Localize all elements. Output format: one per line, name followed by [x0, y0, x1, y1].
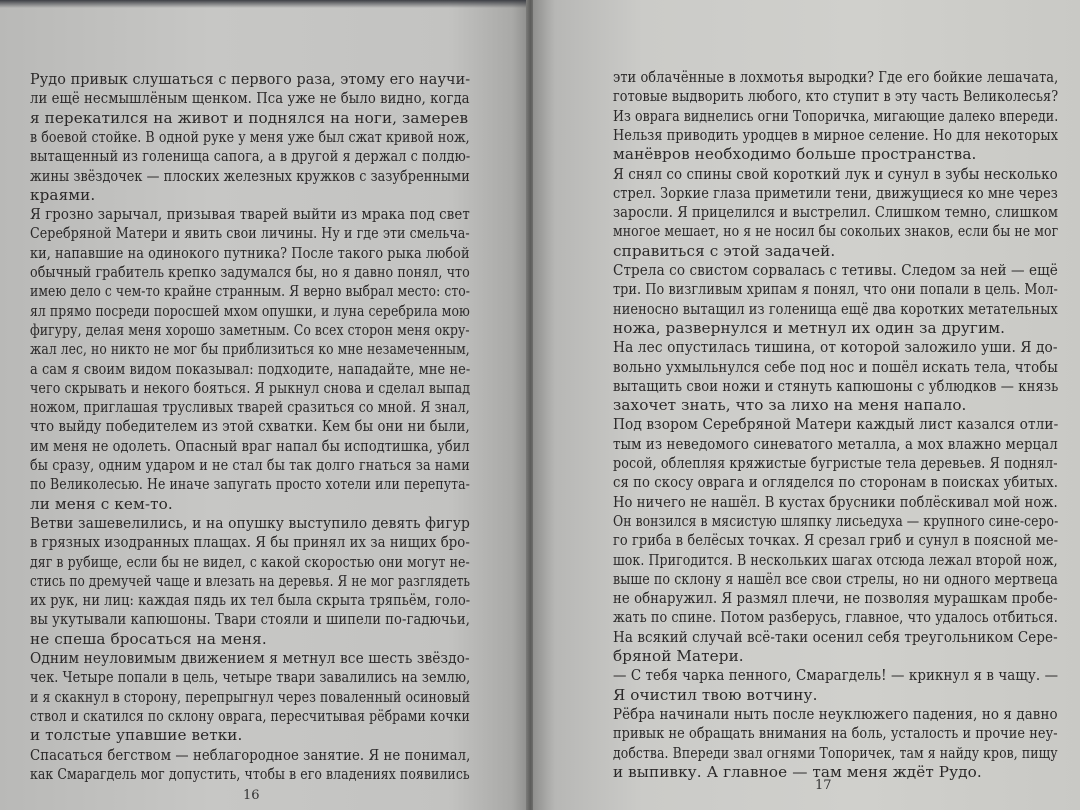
right-page — [533, 0, 1080, 810]
text-line: бряной Матери. — [613, 647, 744, 665]
text-line: заросли. Я прицелился и выстрелил. Слишком темно, слишком — [613, 203, 1059, 222]
text-line: вольно ухмыльнулся себе под нос и пошёл искать тела, чтобы — [613, 357, 1058, 376]
left-page — [0, 0, 528, 810]
text-line: привык не обращать внимания на боль, усталость и прочие неу- — [613, 724, 1058, 743]
text-line: стрел. Зоркие глаза приметили тени, движущиеся ко мне через — [613, 183, 1058, 202]
text-line: как Смарагдель мог допустить, чтобы в его владениях появились — [30, 764, 470, 783]
text-line: не спеша бросаться на меня. — [30, 629, 267, 648]
text-line: манёвров необходимо больше пространства. — [613, 145, 977, 164]
text-line: росой, облепляя кряжистые бугристые тела деревьев. Я поднял- — [613, 454, 1058, 472]
right-page-number: 17 — [815, 778, 832, 793]
text-line: жал лес, но никто не мог бы приблизиться ко мне незамеченным, — [30, 340, 470, 359]
text-line: я перекатился на живот и поднялся на ноги, замерев — [30, 108, 469, 127]
text-line: Нельзя приводить уродцев в мирное селение. Но для некоторых — [613, 125, 1059, 144]
text-line: чего скрывать и некого бояться. Я рыкнул снова и сделал выпад — [30, 378, 471, 397]
text-line: их рук, ни лиц: каждая пядь их тел была скрыта тряпьём, голо- — [30, 591, 471, 610]
text-line: ли ещё несмышлёным щенком. Пса уже не было видно, когда — [30, 89, 470, 108]
text-line: вытащенный из голенища сапога, а в другой я держал с полдю- — [30, 147, 471, 166]
text-line: Я снял со спины свой короткий лук и сунул в зубы несколько — [613, 164, 1058, 183]
text-line: жать по спине. Потом разберусь, главное, что удалось отбиться. — [613, 608, 1058, 627]
text-line: вы укутывали капюшоны. Твари стояли и шипели по-гадючьи, — [30, 610, 470, 629]
text-line: ли меня с кем-то. — [30, 494, 173, 513]
text-line: краями. — [30, 185, 96, 204]
text-line: выше по склону я нашёл все свои стрелы, но ни одного мертвеца — [613, 569, 1058, 588]
text-line: ки, напавшие на одинокого путника? После такого рыка любой — [30, 243, 470, 262]
text-line: На лес опустилась тишина, от которой заложило уши. Я до- — [613, 338, 1058, 357]
text-line: что выйду победителем из этой схватки. Кем бы они ни были, — [30, 417, 470, 436]
text-line: ножа, развернулся и метнул их один за другим. — [613, 318, 1006, 337]
text-line: Из оврага виднелись огни Топоричка, мигающие далеко впереди. — [613, 106, 1059, 125]
text-line: Серебряной Матери и явить свои личины. Ну и где эти смельча- — [30, 224, 470, 243]
text-line: многое мешает, но я не носил бы сокольих знаков, если бы не мог — [613, 222, 1059, 241]
text-line: Он вонзился в мясистую шляпку лисьедуха — крупного сине-серо- — [613, 511, 1059, 530]
text-line: захочет знать, что за лихо на меня напало. — [613, 396, 967, 415]
text-line: имею дело с чем-то крайне странным. Я верно выбрал место: сто- — [30, 282, 471, 301]
text-line: а сам я своим видом показывал: подходите, нападайте, мне не- — [30, 359, 471, 378]
text-line: и я скакнул в сторону, перепрыгнул через поваленный осиновый — [30, 687, 471, 706]
text-line: эти облачённые в лохмотья выродки? Где его бойкие лешачата, — [613, 68, 1059, 86]
text-line: дяг в рубище, если бы не видел, с какой скоростью они могут не- — [30, 552, 470, 571]
text-line: в боевой стойке. В одной руке у меня уже был сжат кривой нож, — [30, 127, 470, 146]
text-line: ниеносно вытащил из голенища ещё два коротких метательных — [613, 299, 1058, 318]
text-line: На всякий случай всё-таки осенил себя треугольником Сере- — [613, 627, 1058, 646]
text-line: обычный грабитель крепко задумался бы, но я давно понял, что — [30, 263, 470, 281]
top-shadow — [0, 0, 528, 8]
text-line: фигуру, делая меня хорошо заметным. Со всех сторон меня окру- — [30, 320, 470, 339]
text-line: три. По визгливым хрипам я понял, что они попали в цель. Мол- — [613, 280, 1058, 299]
text-line: тым из неведомого синеватого металла, а мох влажно мерцал — [613, 434, 1058, 453]
text-line: Я грозно зарычал, призывая тварей выйти из мрака под свет — [30, 205, 470, 224]
text-line: Но ничего не нашёл. В кустах брусники поблёскивал мой нож. — [613, 492, 1058, 511]
text-line: им меня не одолеть. Опасный враг напал бы исподтишка, убил — [30, 436, 470, 455]
text-line: и толстые упавшие ветки. — [30, 726, 243, 745]
text-line: вытащить свои ножи и стянуть капюшоны с ублюдков — князь — [613, 376, 1059, 395]
text-line: в грязных изодранных плащах. Я бы принял их за нищих бро- — [30, 533, 470, 552]
text-line: Стрела со свистом сорвалась с тетивы. Следом за ней — ещё — [613, 261, 1058, 279]
text-line: чек. Четыре попали в цель, четыре твари завалились на землю, — [30, 668, 471, 687]
text-line: Рёбра начинали ныть после неуклюжего падения, но я давно — [613, 704, 1058, 723]
text-line: и выпивку. А главное — там меня ждёт Рудо. — [613, 762, 982, 781]
text-line: ствол и скатился по склону оврага, пересчитывая рёбрами кочки — [30, 706, 470, 725]
text-line: добства. Впереди звал огнями Топоричек, там я найду кров, пищу — [613, 743, 1058, 762]
text-line: Я очистил твою вотчину. — [613, 685, 818, 704]
text-line: по Великолесью. Не иначе запугать просто хотели или перепута- — [30, 475, 470, 494]
text-line: Ветви зашевелились, и на опушку выступило девять фигур — [30, 513, 470, 532]
text-line: Спасаться бегством — неблагородное занятие. Я не понимал, — [30, 745, 471, 764]
text-line: справиться с этой задачей. — [613, 241, 836, 260]
text-line: ял прямо посреди поросшей мхом опушки, и луна серебрила мою — [30, 301, 470, 320]
text-line: ся по скосу оврага и огляделся по сторонам в поисках убитых. — [613, 473, 1059, 492]
left-page-number: 16 — [243, 788, 260, 803]
text-line: готовые выдворить любого, кто ступит в эту часть Великолесья? — [613, 87, 1059, 106]
text-line: го гриба в белёсых точках. Я срезал гриб и сунул в поясной ме- — [613, 531, 1059, 550]
text-line: Одним неуловимым движением я метнул все шесть звёздо- — [30, 649, 470, 667]
text-line: стись по дремучей чаще и влезать на деревья. Я не мог разглядеть — [30, 571, 471, 590]
text-line: жины звёздочек — плоских железных кружков с зазубренными — [30, 166, 470, 185]
text-line: шок. Пригодится. В нескольких шагах отсюда лежал второй нож, — [613, 550, 1058, 569]
text-line: Рудо привык слушаться с первого раза, этому его научи- — [30, 70, 471, 88]
text-line: не обнаружил. Я размял плечи, не позволяя мурашкам пробе- — [613, 589, 1058, 608]
text-line: Под взором Серебряной Матери каждый лист казался отли- — [613, 415, 1059, 434]
text-line: — С тебя чарка пенного, Смарагдель! — крикнул я в чащу. — — [613, 666, 1059, 685]
text-line: ножом, приглашая трусливых тварей сразиться со мной. Я знал, — [30, 398, 470, 417]
text-line: бы сразу, одним ударом и не стал бы так долго гнаться за нами — [30, 456, 470, 474]
